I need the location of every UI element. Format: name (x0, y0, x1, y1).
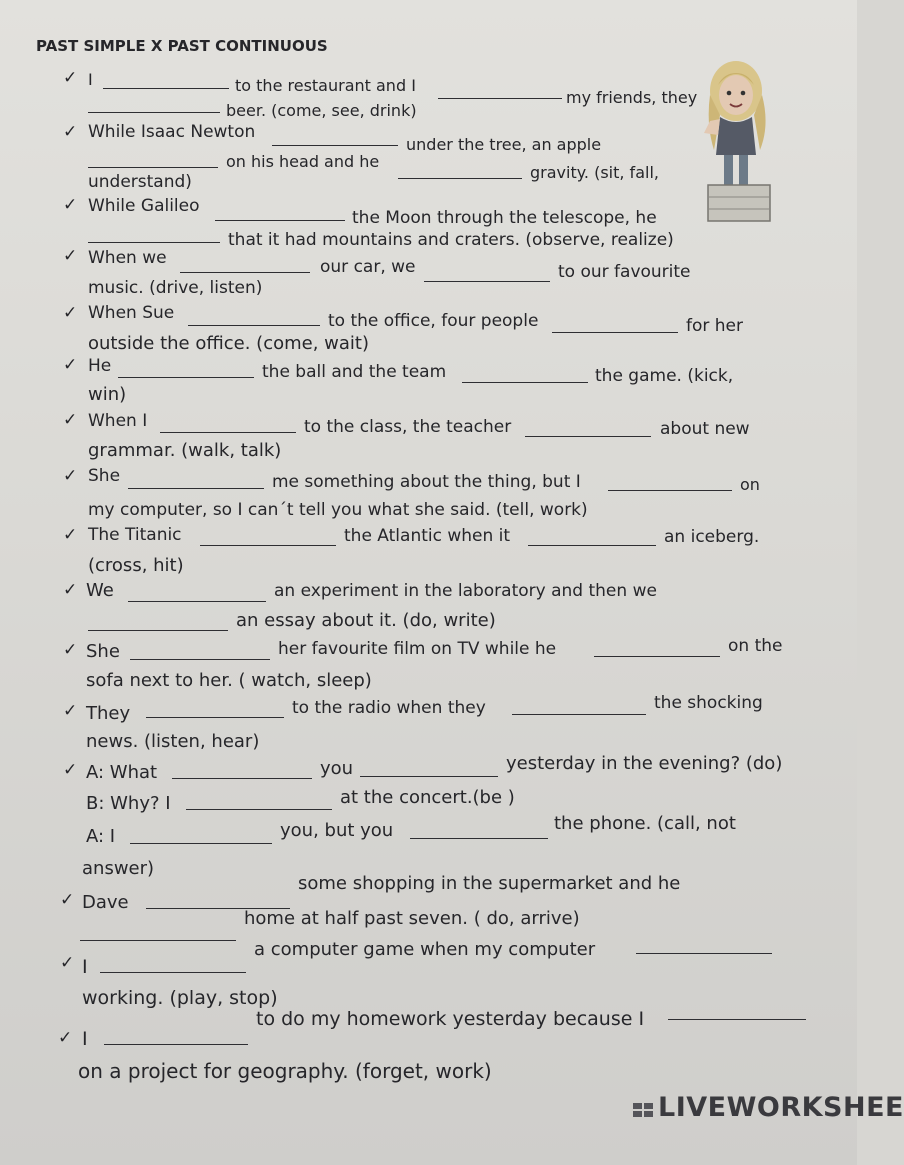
item-5-blank-1[interactable] (188, 325, 320, 326)
item-13-blank-1[interactable] (172, 778, 312, 779)
item-4-blank-2[interactable] (424, 281, 550, 282)
item-1-blank-1[interactable] (103, 88, 229, 89)
check-icon: ✓ (63, 640, 78, 660)
item-13-text-f: A: I (86, 826, 116, 847)
item-10-text-a: We (86, 580, 114, 601)
item-4-text-a: When we (88, 248, 167, 268)
item-16-text-a: I (82, 1028, 88, 1050)
item-15-blank-1[interactable] (100, 972, 246, 973)
item-13-blank-5[interactable] (410, 838, 548, 839)
item-9-text-d: (cross, hit) (88, 555, 184, 576)
check-icon: ✓ (63, 580, 78, 600)
item-11-text-a: She (86, 641, 120, 662)
item-8-blank-1[interactable] (128, 488, 264, 489)
check-icon: ✓ (63, 525, 78, 545)
item-6-blank-2[interactable] (462, 382, 588, 383)
item-13-text-e: at the concert.(be ) (340, 787, 515, 808)
item-14-text-c: home at half past seven. ( do, arrive) (244, 908, 580, 929)
item-3-blank-2[interactable] (88, 242, 220, 243)
girl-illustration (700, 55, 778, 223)
item-3-text-b: the Moon through the telescope, he (352, 208, 657, 228)
item-13-text-d: B: Why? I (86, 793, 171, 814)
item-12-text-c: the shocking (654, 693, 763, 713)
item-16-text-b: to do my homework yesterday because I (256, 1008, 645, 1030)
item-13-text-b: you (320, 758, 354, 779)
item-1-text-a: I (88, 70, 93, 89)
item-2-text-c: on his head and he (226, 152, 380, 171)
item-10-text-b: an experiment in the laboratory and then we (274, 581, 657, 601)
liveworksheets-logo-icon (633, 1103, 655, 1119)
item-5-text-d: outside the office. (come, wait) (88, 333, 369, 354)
item-1-text-d: beer. (come, see, drink) (226, 101, 417, 120)
item-3-text-a: While Galileo (88, 196, 200, 216)
item-11-text-c: on the (728, 636, 783, 656)
item-11-blank-2[interactable] (594, 656, 720, 657)
liveworksheets-watermark (633, 1092, 904, 1123)
item-12-text-b: to the radio when they (292, 698, 486, 718)
item-9-text-b: the Atlantic when it (344, 526, 511, 546)
item-12-text-a: They (86, 703, 131, 724)
item-13-blank-4[interactable] (130, 843, 272, 844)
item-5-text-c: for her (686, 316, 744, 336)
item-5-blank-2[interactable] (552, 332, 678, 333)
item-2-text-b: under the tree, an apple (406, 135, 602, 154)
item-15-blank-2[interactable] (636, 953, 772, 954)
item-2-text-e: understand) (88, 172, 192, 192)
item-9-text-a: The Titanic (88, 525, 182, 545)
item-12-blank-2[interactable] (512, 714, 646, 715)
item-4-text-d: music. (drive, listen) (88, 278, 263, 298)
check-icon: ✓ (60, 890, 75, 910)
item-10-blank-2[interactable] (88, 630, 228, 631)
item-8-text-b: me something about the thing, but I (272, 472, 581, 492)
item-8-text-a: She (88, 466, 121, 486)
check-icon: ✓ (63, 246, 78, 266)
item-13-text-a: A: What (86, 762, 158, 783)
item-7-blank-2[interactable] (525, 436, 651, 437)
item-8-text-d: my computer, so I can´t tell you what she said. (tell, work) (88, 500, 588, 520)
item-11-blank-1[interactable] (130, 659, 270, 660)
item-11-text-d: sofa next to her. ( watch, sleep) (86, 670, 372, 691)
item-3-blank-1[interactable] (215, 220, 345, 221)
item-4-text-c: to our favourite (558, 262, 691, 282)
item-2-blank-1[interactable] (272, 145, 398, 146)
item-7-text-a: When I (88, 411, 148, 431)
item-2-text-d: gravity. (sit, fall, (530, 163, 659, 182)
item-6-text-c: the game. (kick, (595, 366, 734, 386)
item-9-blank-1[interactable] (200, 545, 336, 546)
check-icon: ✓ (63, 701, 78, 721)
item-3-text-c: that it had mountains and craters. (observe, realize) (228, 230, 674, 250)
item-15-text-c: working. (play, stop) (82, 987, 278, 1009)
item-5-text-b: to the office, four people (328, 311, 539, 331)
item-2-blank-3[interactable] (398, 178, 522, 179)
worksheet-title: PAST SIMPLE X PAST CONTINUOUS (36, 37, 328, 55)
item-15-text-a: I (82, 956, 88, 978)
check-icon: ✓ (63, 303, 78, 323)
item-16-blank-1[interactable] (104, 1044, 248, 1045)
check-icon: ✓ (63, 410, 78, 430)
check-icon: ✓ (63, 760, 78, 780)
check-icon: ✓ (63, 195, 78, 215)
item-14-blank-2[interactable] (80, 940, 236, 941)
check-icon: ✓ (63, 122, 78, 142)
item-4-text-b: our car, we (320, 257, 416, 277)
item-10-blank-1[interactable] (128, 601, 266, 602)
check-icon: ✓ (63, 355, 78, 375)
item-13-blank-2[interactable] (360, 776, 498, 777)
item-13-text-h: the phone. (call, not (554, 813, 736, 834)
item-16-text-c: on a project for geography. (forget, work) (78, 1059, 492, 1083)
check-icon: ✓ (63, 68, 78, 88)
item-9-text-c: an iceberg. (664, 527, 760, 547)
item-7-text-d: grammar. (walk, talk) (88, 440, 282, 461)
item-13-text-i: answer) (82, 858, 155, 879)
item-8-blank-2[interactable] (608, 490, 732, 491)
check-icon: ✓ (63, 466, 78, 486)
item-6-text-d: win) (88, 384, 127, 405)
item-12-blank-1[interactable] (146, 717, 284, 718)
item-2-blank-2[interactable] (88, 167, 218, 168)
item-1-text-b: to the restaurant and I (235, 76, 416, 95)
item-10-text-c: an essay about it. (do, write) (236, 610, 496, 631)
item-6-blank-1[interactable] (118, 377, 254, 378)
item-11-text-b: her favourite film on TV while he (278, 639, 557, 659)
item-15-text-b: a computer game when my computer (254, 939, 596, 960)
item-7-text-b: to the class, the teacher (304, 417, 512, 437)
footer-brand-text: LIVEWORKSHEE (658, 1092, 904, 1123)
item-5-text-a: When Sue (88, 303, 175, 323)
check-icon: ✓ (58, 1028, 73, 1048)
item-8-text-c: on (740, 475, 760, 494)
item-6-text-b: the ball and the team (262, 362, 447, 382)
item-14-text-b: some shopping in the supermarket and he (298, 873, 681, 894)
item-13-blank-3[interactable] (186, 809, 332, 810)
item-12-text-d: news. (listen, hear) (86, 731, 260, 752)
item-7-text-c: about new (660, 419, 750, 439)
item-9-blank-2[interactable] (528, 545, 656, 546)
item-1-blank-2[interactable] (438, 98, 562, 99)
item-7-blank-1[interactable] (160, 432, 296, 433)
item-14-text-a: Dave (82, 892, 129, 913)
check-icon: ✓ (60, 953, 75, 973)
item-1-text-c: my friends, they (566, 88, 698, 107)
item-2-text-a: While Isaac Newton (88, 122, 256, 142)
item-13-text-g: you, but you (280, 820, 394, 841)
item-16-blank-2[interactable] (668, 1019, 806, 1020)
item-1-blank-3[interactable] (88, 112, 220, 113)
item-6-text-a: He (88, 356, 112, 376)
item-13-text-c: yesterday in the evening? (do) (506, 753, 783, 774)
item-4-blank-1[interactable] (180, 272, 310, 273)
